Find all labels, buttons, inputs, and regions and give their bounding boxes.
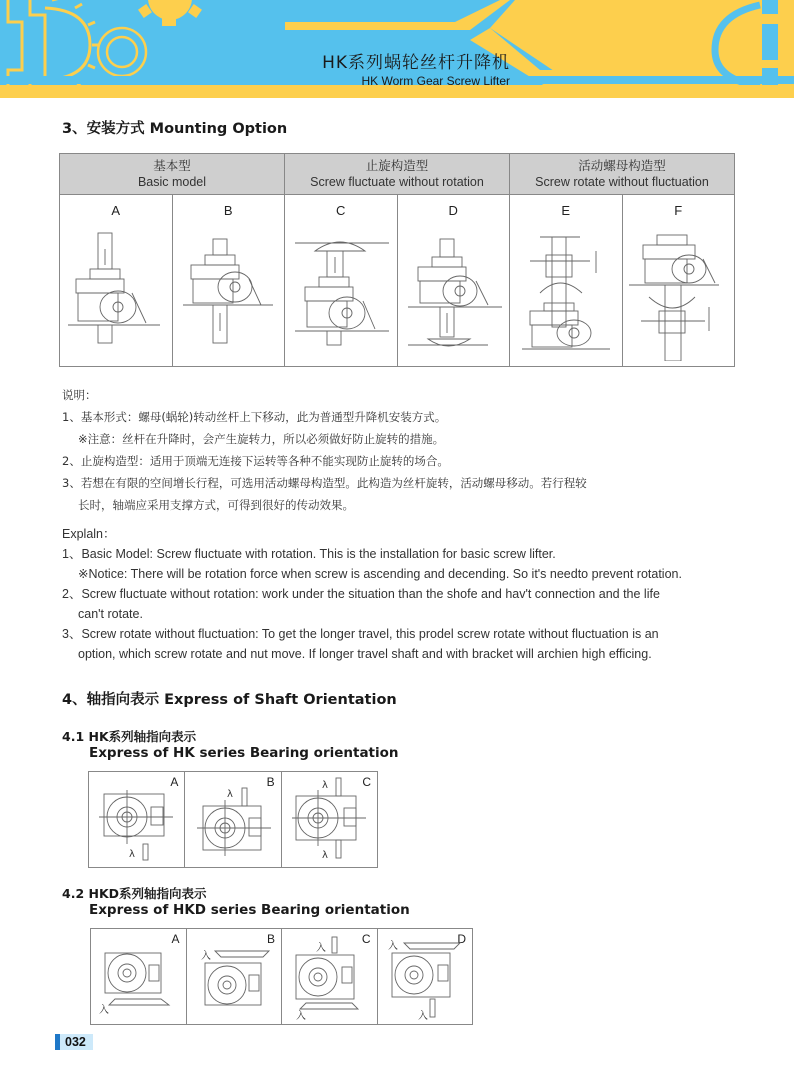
header-banner [0,0,794,98]
notes-cn-title: 说明： [62,388,97,402]
cell-label: F [674,203,683,218]
cell-label: A [171,932,180,946]
hkd-heading-cn: 4.2 HKD系列轴指向表示 [62,886,207,901]
hk-cell-a [89,772,185,867]
hk-cell-b [185,772,281,867]
cell-label: C [361,932,371,946]
gearbox-drawing [282,929,377,1024]
input-symbol: 入 [417,1011,428,1022]
section-heading-mounting: 3、安装方式 Mounting Option [62,121,288,137]
mounting-option-table [59,153,735,367]
title-cn: HK系列蜗轮丝杆升降机 [322,53,510,73]
input-symbol: λ [321,780,328,791]
mount-cell-e [510,195,623,367]
mount-cell-a [60,195,173,367]
lifter-drawing-e [510,221,622,361]
banner-title [200,48,510,88]
notes-en-title: Explaln： [62,527,116,541]
title-en: HK Worm Gear Screw Lifter [361,74,510,88]
hk-heading-cn: 4.1 HK系列轴指向表示 [62,729,197,744]
cell-label: C [362,775,371,789]
notes-cn-item: 3、若想在有限的空间增长行程，可选用活动螺母构造型。此构造为丝杆旋转，活动螺母移动。若行程较 [62,476,587,490]
lifter-drawing-a [60,221,172,361]
header-screw-fluctuate [285,154,510,194]
wrench-icon [8,0,45,86]
input-symbol: 入 [296,1011,306,1022]
notes-en [62,524,682,664]
notes-en-item: 1、Basic Model: Screw fluctuate with rotation. This is the installation for basic screw lifter. [62,547,556,561]
group-label-en: Basic model [137,175,207,189]
notes-en-item: ※Notice: There will be rotation force when screw is ascending and decending. So it's needto prevent rotation. [78,567,682,581]
header-screw-rotate [510,154,734,194]
mount-cell-f [623,195,735,367]
hkd-heading-en: Express of HKD series Bearing orientation [89,902,410,918]
group-label-cn: 止旋构造型 [365,159,429,173]
notes-en-item: 3、Screw rotate without fluctuation: To get the longer travel, this prodel screw rotate without fluctuation is an [62,627,659,641]
table-header [60,154,734,195]
page-number-badge [55,1034,93,1050]
hkd-orientation-table [90,928,473,1025]
notes-en-item: can't rotate. [78,607,143,621]
cell-label: C [336,203,346,218]
cell-label: E [561,203,571,218]
input-symbol: 入 [316,943,326,954]
input-symbol: 入 [99,1005,109,1016]
cell-label: D [448,203,458,218]
mount-cell-b [173,195,286,367]
gear-icon [138,0,202,26]
notes-cn [62,384,587,516]
group-label-cn: 基本型 [153,159,191,173]
page-number-accent [55,1034,60,1050]
cell-label: B [223,203,233,218]
cell-label: B [266,775,275,789]
input-symbol: 入 [200,951,211,962]
group-label-cn: 活动螺母构造型 [578,159,666,173]
cell-label: D [457,932,466,946]
table-body [60,195,734,367]
notes-en-item: 2、Screw fluctuate without rotation: work under the situation than the shofe and hav't connection and the life [62,587,660,601]
lifter-drawing-d [398,221,510,361]
gearbox-drawing [89,772,185,867]
gearbox-drawing [91,929,186,1024]
gearbox-drawing [187,929,282,1024]
input-symbol: λ [227,789,234,800]
page-number: 032 [65,1035,86,1049]
hkd-cell-b [187,929,283,1024]
group-label-en: Screw fluctuate without rotation [310,175,484,189]
input-symbol: λ [321,850,328,861]
notes-cn-item: 1、基本形式：螺母(蜗轮)转动丝杆上下移动，此为普通型升降机安装方式。 [62,410,447,424]
header-basic-model [60,154,285,194]
mount-cell-c [285,195,398,367]
notes-cn-item: ※注意：丝杆在升降时，会产生旋转力，所以必须做好防止旋转的措施。 [78,432,445,446]
notes-cn-item: 2、止旋构造型：适用于顶端无连接下运转等各种不能实现防止旋转的场合。 [62,454,449,468]
lifter-drawing-b [173,221,285,361]
gear-icon [45,0,99,86]
hk-cell-c [282,772,377,867]
notes-cn-item: 长时，轴端应采用支撑方式，可得到很好的传动效果。 [78,498,354,512]
gearbox-drawing [282,772,378,867]
hkd-cell-c [282,929,378,1024]
hkd-cell-a [91,929,187,1024]
hk-heading-en: Express of HK series Bearing orientation [89,745,399,761]
gearbox-drawing [185,772,281,867]
cell-label: B [266,932,275,946]
group-label-en: Screw rotate without fluctuation [535,175,709,189]
notes-en-item: option, which screw rotate and nut move. If longer travel shaft and with bracket will archien high efficing. [78,647,652,661]
lifter-drawing-f [623,221,735,361]
gear-icon [98,28,146,76]
mount-cell-d [398,195,511,367]
input-symbol: 入 [387,941,398,952]
hk-orientation-table [88,771,378,868]
input-symbol: λ [129,849,135,860]
hkd-cell-d [378,929,473,1024]
cell-label: A [170,775,179,789]
section-heading-shaft-orientation: 4、轴指向表示 Express of Shaft Orientation [62,692,397,708]
gearbox-drawing [378,929,473,1024]
cell-label: A [111,203,121,218]
lifter-drawing-c [285,221,397,361]
